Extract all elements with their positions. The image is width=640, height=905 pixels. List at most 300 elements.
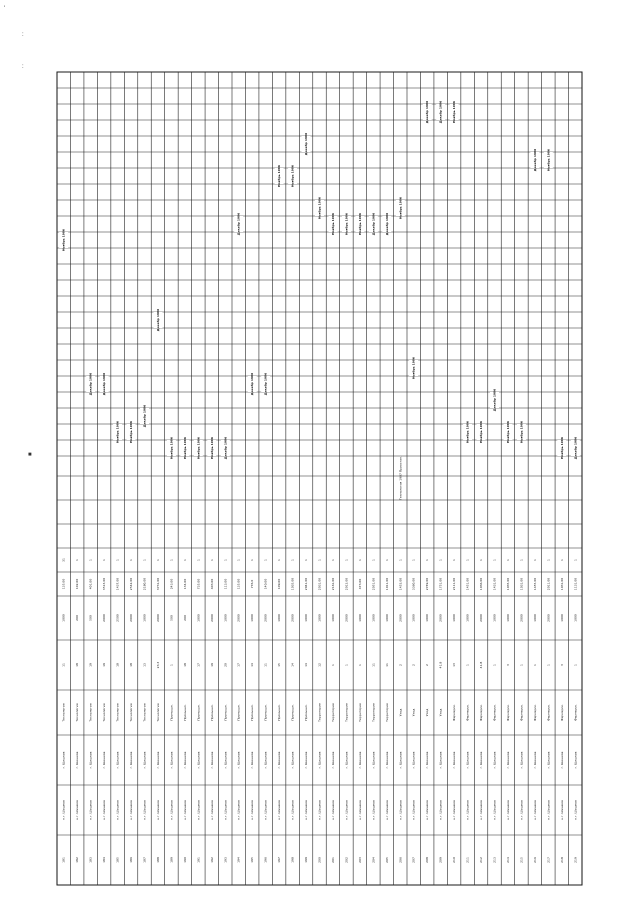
table-cell-place_1: н.г. Шишков — [344, 800, 349, 820]
table-cell-id_no: 208 — [425, 857, 430, 863]
table-cell-place_1: н.г. Шишков — [411, 800, 416, 820]
table-cell-col_a: 1 — [519, 664, 524, 666]
table-cell-col_d: 1 — [398, 559, 403, 561]
date-stamp-note — [207, 437, 216, 459]
table-cell-col_b: 1000 — [506, 614, 510, 622]
table-cell-place_1: н.г. Шишков — [142, 800, 147, 820]
table-cell-category: Промышл. — [196, 704, 201, 721]
table-cell-col_d: 1 — [317, 559, 322, 561]
table-cell-col_c: 2013,00 — [344, 577, 349, 591]
table-cell-category: Территория — [331, 703, 335, 722]
table-cell-col_d: 1 — [263, 559, 268, 561]
table-cell-col_d: 1 — [236, 559, 241, 561]
table-cell-col_b: 1000 — [559, 614, 564, 622]
table-cell-place_2: г. Шишков — [546, 751, 551, 769]
table-cell-col_b: 2000 — [129, 614, 133, 622]
table-cell-category: Фермерск. — [452, 704, 457, 721]
date-stamp-note — [436, 101, 445, 123]
table-cell-col_b: 1000 — [317, 614, 322, 622]
table-cell-place_1: н.г. Шишков — [169, 800, 174, 820]
table-cell-place_1: н.г. Шишков — [75, 800, 80, 820]
svg-text:Ноябрь 1986: Ноябрь 1986 — [559, 436, 564, 460]
table-cell-category: Промышл. — [304, 704, 308, 721]
table-cell-col_c: 1031,00 — [559, 577, 564, 591]
table-cell-col_d: 1 — [532, 559, 537, 561]
table-cell-col_a: 13 — [452, 663, 457, 667]
table-cell-col_c: 243,00 — [169, 578, 174, 590]
table-cell-col_c: 401,00 — [88, 578, 93, 590]
table-cell-id_no: 196 — [263, 857, 268, 863]
table-cell-place_1: н.г. Шишков — [277, 800, 282, 820]
table-cell-category: Фермерск. — [559, 704, 564, 721]
table-cell-col_b: 2000 — [546, 614, 551, 622]
table-cell-col_b: 1000 — [250, 614, 255, 622]
table-cell-col_b: 200 — [182, 615, 187, 621]
table-cell-col_c: 135,00 — [61, 578, 66, 590]
svg-text:Ноябрь 1986: Ноябрь 1986 — [277, 164, 282, 188]
svg-text:Ноябрь 1986: Ноябрь 1986 — [209, 436, 214, 460]
table-cell-col_a: 41,8 — [479, 661, 483, 669]
table-cell-place_2: г. Шишков — [88, 751, 93, 769]
table-cell-category: Фермерск. — [506, 704, 510, 721]
table-cell-category: Промышл. — [290, 704, 295, 721]
table-cell-place_1: н.г. Шишков — [304, 800, 308, 820]
table-cell-place_2: г. Шишков — [129, 751, 133, 769]
table-cell-col_c: 2041,00 — [304, 577, 308, 591]
table-cell-place_2: г. Шишков — [236, 751, 241, 769]
table-cell-col_c: 2542,00 — [129, 577, 133, 591]
table-cell-category: Фермерск. — [573, 704, 578, 721]
table-cell-category: Уход — [425, 708, 430, 717]
svg-text:Ноябрь 1986: Ноябрь 1986 — [519, 420, 524, 444]
table-cell-col_b: 1000 — [573, 614, 578, 622]
table-cell-col_b: 2500 — [115, 614, 120, 622]
table-cell-place_2: г. Шишков — [452, 751, 457, 769]
table-cell-id_no: 194 — [236, 857, 241, 863]
svg-text:Декабр 1986: Декабр 1986 — [250, 372, 255, 396]
table-cell-id_no: 211 — [465, 857, 470, 863]
date-stamp-note — [127, 421, 136, 443]
table-cell-place_2: г. Шишков — [371, 751, 376, 769]
date-stamp-note — [557, 437, 566, 459]
table-cell-category: Территория — [344, 703, 349, 722]
table-cell-id_no: 182 — [75, 857, 80, 863]
date-stamp-note — [530, 149, 539, 171]
table-cell-place_2: г. Шишков — [115, 751, 120, 769]
table-cell-col_a: 2 — [425, 664, 430, 666]
table-cell-place_1: н.г. Шишков — [546, 800, 551, 820]
date-stamp-note — [234, 213, 243, 235]
svg-text:Декабр 1986: Декабр 1986 — [438, 100, 443, 124]
table-cell-col_d: 1 — [304, 559, 308, 561]
date-stamp-note — [100, 373, 109, 395]
table-cell-col_a: 18 — [115, 663, 120, 667]
table-cell-col_a: 14 — [290, 663, 295, 667]
svg-text:Ноябрь 1986: Ноябрь 1986 — [465, 420, 470, 444]
table-cell-col_b: 1000 — [371, 614, 376, 622]
table-cell-category: Фермерск. — [546, 704, 551, 721]
svg-text:Ноябрь 1986: Ноябрь 1986 — [506, 420, 510, 444]
table-cell-place_1: н.г. Шишков — [182, 800, 187, 820]
table-cell-col_a: 18 — [75, 663, 80, 667]
table-cell-col_b: 1000 — [425, 614, 430, 622]
table-cell-col_d: 1 — [196, 559, 201, 561]
table-cell-place_1: н.г. Шишков — [250, 800, 255, 820]
table-cell-place_1: н.г. Шишков — [479, 800, 483, 820]
date-stamp-note — [140, 405, 149, 427]
svg-text:Декабр 1986: Декабр 1986 — [384, 212, 389, 236]
table-cell-col_d: 1 — [169, 559, 174, 561]
table-cell-id_no: 191 — [196, 857, 201, 863]
table-cell-place_2: г. Шишков — [492, 751, 497, 769]
table-cell-col_a: 15 — [277, 663, 282, 667]
table-cell-col_b: 1000 — [465, 614, 470, 622]
table-cell-col_d: 1 — [411, 559, 416, 561]
table-cell-id_no: 185 — [115, 857, 120, 863]
table-cell-place_2: г. Шишков — [209, 751, 214, 769]
table-cell-id_no: 204 — [371, 857, 376, 863]
table-cell-col_c: 1031,00 — [519, 577, 524, 591]
table-cell-place_2: г. Шишков — [169, 751, 174, 769]
table-cell-id_no: 217 — [546, 857, 551, 863]
table-cell-category: Территория — [317, 703, 322, 722]
table-cell-category: Промышл. — [236, 704, 241, 721]
table-cell-id_no: 216 — [532, 857, 537, 863]
table-cell-col_c: 2749,00 — [425, 577, 430, 591]
table-cell-col_d: 1 — [452, 559, 457, 561]
table-cell-place_2: г. Шишков — [290, 751, 295, 769]
table-cell-col_d: 1 — [344, 559, 349, 561]
date-stamp-note — [154, 309, 163, 331]
table-cell-place_1: н.г. Шишков — [357, 800, 362, 820]
table-cell-id_no: 184 — [102, 857, 107, 863]
date-stamp-note — [396, 197, 405, 219]
table-cell-col_d: 1 — [88, 559, 93, 561]
table-cell-category: Технология — [88, 703, 93, 722]
table-cell-col_d: 1 — [115, 559, 120, 561]
table-cell-col_c: 140,00 — [263, 578, 268, 590]
table-cell-col_c: 1451,00 — [465, 577, 470, 591]
table-cell-category: Технология — [61, 703, 66, 722]
date-stamp-note — [423, 101, 432, 123]
margin-mark-upper: : — [22, 32, 24, 38]
table-cell-col_a: 17 — [196, 663, 201, 667]
table-cell-col_d: 1 — [209, 559, 214, 561]
table-cell-place_2: г. Шишков — [559, 751, 564, 769]
table-cell-col_c: 1751,00 — [438, 577, 443, 591]
svg-text:Ноябрь 1986: Ноябрь 1986 — [115, 420, 120, 444]
table-cell-col_d: 1 — [479, 559, 483, 561]
table-cell-category: Промышл. — [169, 704, 174, 721]
table-cell-place_2: г. Шишков — [277, 751, 282, 769]
table-cell-id_no: 190 — [182, 857, 187, 863]
table-cell-col_c: 2051,00 — [371, 577, 376, 591]
table-cell-place_1: н.г. Шишков — [573, 800, 578, 820]
date-stamp-note — [167, 437, 176, 459]
table-cell-place_1: н.г. Шишков — [236, 800, 241, 820]
table-cell-category: Промышл. — [277, 704, 282, 721]
table-cell-category: Технология — [102, 703, 107, 722]
date-stamp-note — [86, 373, 95, 395]
table-cell-id_no: 219 — [573, 857, 578, 863]
svg-text:Ноябрь 1986: Ноябрь 1986 — [196, 436, 201, 460]
table-cell-col_c: 113,00 — [223, 578, 228, 590]
table-cell-place_1: н.г. Шишков — [196, 800, 201, 820]
table-cell-col_d: 1 — [519, 559, 524, 561]
table-cell-col_b: 2000 — [290, 614, 295, 622]
table-cell-id_no: 218 — [559, 857, 564, 863]
table-cell-col_a: 13 — [142, 663, 147, 667]
table-cell-col_a: 11 — [384, 663, 389, 667]
svg-text:Ноябрь 1986: Ноябрь 1986 — [344, 212, 349, 236]
table-cell-id_no: 183 — [88, 857, 93, 863]
table-cell-col_c: 1036,00 — [479, 577, 483, 591]
date-stamp-note — [409, 357, 418, 379]
date-stamp-note — [490, 389, 499, 411]
table-cell-col_b: 1000 — [196, 614, 201, 622]
table-cell-col_b: 1000 — [61, 614, 66, 622]
svg-text:Ноябрь 1986: Ноябрь 1986 — [169, 436, 174, 460]
table-cell-place_2: г. Шишков — [479, 751, 483, 769]
table-cell-col_d: 1 — [156, 559, 160, 561]
table-cell-col_a: 2 — [398, 664, 403, 666]
table-cell-col_c: 2011,00 — [546, 577, 551, 591]
svg-text:Ноябрь 1986: Ноябрь 1986 — [61, 228, 66, 252]
table-cell-category: Уход — [438, 708, 443, 717]
table-cell-col_d: 1 — [384, 559, 389, 561]
svg-text:Декабр 1986: Декабр 1986 — [223, 436, 228, 460]
table-cell-id_no: 206 — [398, 857, 403, 863]
table-cell-col_c: 1035,00 — [506, 577, 510, 591]
table-cell-col_b: 200 — [75, 615, 80, 621]
table-cell-place_2: г. Шишков — [357, 751, 362, 769]
table-cell-col_d: 1 — [465, 559, 470, 561]
table-cell-col_b: 1000 — [384, 614, 389, 622]
table-cell-category: Территория — [371, 703, 376, 722]
table-cell-place_1: н.г. Шишков — [532, 800, 537, 820]
table-cell-place_1: н.г. Шишков — [88, 800, 93, 820]
table-cell-col_d: 1 — [75, 559, 80, 561]
table-cell-col_a: 17 — [236, 663, 241, 667]
table-cell-col_c: 1431,00 — [492, 577, 497, 591]
table-cell-col_b: 1000 — [142, 614, 147, 622]
table-cell-place_1: н.г. Шишков — [129, 800, 133, 820]
date-stamp-note — [342, 213, 351, 235]
table-cell-col_d: 1 — [492, 559, 497, 561]
table-cell-col_b: 1000 — [452, 614, 457, 622]
table-cell-col_b: 1000 — [304, 614, 308, 622]
table-cell-place_2: г. Шишков — [331, 751, 335, 769]
date-stamp-note — [571, 437, 580, 459]
date-stamp-note — [275, 165, 284, 187]
table-cell-col_b: 2000 — [398, 614, 403, 622]
table-cell-id_no: 202 — [344, 857, 349, 863]
table-cell-id_no: 193 — [223, 857, 228, 863]
table-cell-col_a: 1 — [546, 664, 551, 666]
table-cell-id_no: 215 — [519, 857, 524, 863]
svg-text:Ноябрь 1986: Ноябрь 1986 — [411, 356, 416, 380]
table-cell-col_c: 109,00 — [277, 578, 282, 590]
date-stamp-note — [504, 421, 513, 443]
table-cell-col_b: 2000 — [156, 614, 160, 622]
table-cell-place_2: г. Шишков — [425, 751, 430, 769]
table-cell-place_1: н.г. Шишков — [223, 800, 228, 820]
svg-text:Ноябрь 1986: Ноябрь 1986 — [452, 100, 457, 124]
margin-mark-top: ' — [4, 6, 6, 12]
table-cell-col_b: 1000 — [277, 614, 282, 622]
table-cell-col_d: 1 — [546, 559, 551, 561]
table-cell-col_b: 500 — [88, 615, 93, 621]
table-cell-category: Фермерск. — [492, 704, 497, 721]
table-cell-col_a: 1 — [331, 664, 335, 666]
date-stamp-note — [261, 373, 270, 395]
table-cell-col_c: 1131,00 — [573, 577, 578, 591]
table-cell-id_no: 209 — [438, 857, 443, 863]
table-cell-place_1: н.г. Шишков — [559, 800, 564, 820]
table-cell-place_1: н.г. Шишков — [115, 800, 120, 820]
table-cell-col_a: 3 — [506, 664, 510, 666]
table-cell-col_a: 18 — [182, 663, 187, 667]
table-cell-col_d: 1 — [559, 559, 564, 561]
table-cell-id_no: 214 — [506, 857, 510, 863]
table-cell-col_c: 134,00 — [182, 578, 187, 590]
table-cell-place_1: н.г. Шишков — [317, 800, 322, 820]
table-cell-col_b: 1000 — [331, 614, 335, 622]
table-cell-place_1: н.г. Шишков — [384, 800, 389, 820]
date-stamp-note — [194, 437, 203, 459]
table-cell-col_d: 1 — [223, 559, 228, 561]
table-cell-col_c: 735,00 — [196, 578, 201, 590]
table-cell-place_1: н.г. Шишков — [102, 800, 107, 820]
table-cell-category: Промышл. — [250, 704, 255, 721]
table-cell-place_1: н.г. Шишков — [371, 800, 376, 820]
svg-text:Ноябрь 1986: Ноябрь 1986 — [331, 212, 335, 236]
table-cell-id_no: 201 — [331, 857, 335, 863]
margin-mark-middle: : — [22, 64, 24, 70]
date-stamp-note — [477, 421, 486, 443]
table-cell-place_2: г. Шишков — [317, 751, 322, 769]
table-cell-place_2: г. Шишков — [506, 751, 510, 769]
table-cell-col_b: 1000 — [411, 614, 416, 622]
svg-text:Декабр 1986: Декабр 1986 — [573, 436, 578, 460]
table-cell-place_2: г. Шишков — [156, 751, 160, 769]
table-cell-place_1: н.г. Шишков — [492, 800, 497, 820]
table-cell-place_2: г. Шишков — [344, 751, 349, 769]
table-cell-place_2: г. Шишков — [142, 751, 147, 769]
table-cell-place_2: г. Шишков — [196, 751, 201, 769]
table-cell-col_d: 1 — [290, 559, 295, 561]
margin-mark-lower: ■ — [28, 452, 32, 458]
svg-text:Декабр 1986: Декабр 1986 — [425, 100, 430, 124]
table-cell-place_2: г. Шишков — [411, 751, 416, 769]
svg-text:Ноябрь 1986: Ноябрь 1986 — [290, 164, 295, 188]
table-cell-col_d: 1 — [250, 559, 255, 561]
table-cell-col_a: 1 — [344, 664, 349, 666]
table-cell-place_1: н.г. Шишков — [290, 800, 295, 820]
svg-text:Декабр 1986: Декабр 1986 — [236, 212, 241, 236]
table-cell-col_b: 2000 — [263, 614, 268, 622]
table-cell-id_no: 200 — [317, 857, 322, 863]
table-cell-place_1: н.г. Шишков — [506, 800, 510, 820]
table-cell-category: Технология — [75, 703, 80, 722]
table-cell-place_1: н.г. Шишков — [398, 800, 403, 820]
table-cell-category: Промышл. — [209, 704, 214, 721]
table-cell-col_a: 1 — [573, 664, 578, 666]
svg-text:Декабр 1986: Декабр 1986 — [102, 372, 107, 396]
table-cell-col_c: 2111,00 — [452, 577, 457, 591]
table-cell-place_2: г. Шишков — [61, 751, 66, 769]
table-cell-col_c: 2031,00 — [317, 577, 322, 591]
svg-text:Ноябрь 1986: Ноябрь 1986 — [317, 196, 322, 220]
table-cell-col_a: 1 — [492, 664, 497, 666]
table-cell-place_2: г. Шишков — [250, 751, 255, 769]
date-stamp-note — [369, 213, 378, 235]
svg-text:Ноябрь 1986: Ноябрь 1986 — [129, 420, 133, 444]
table-cell-col_c: 3360,00 — [411, 577, 416, 591]
table-cell-col_a: 23,3 — [156, 661, 160, 669]
table-cell-place_2: г. Шишков — [304, 751, 308, 769]
table-cell-col_c: 1453,00 — [398, 577, 403, 591]
table-cell-id_no: 181 — [61, 857, 66, 863]
date-stamp-note — [113, 421, 122, 443]
date-stamp-note — [450, 101, 459, 123]
table-cell-id_no: 186 — [129, 857, 133, 863]
table-cell-id_no: 187 — [142, 857, 147, 863]
table-cell-place_2: г. Шишков — [573, 751, 578, 769]
table-cell-category: Технология — [129, 703, 133, 722]
table-cell-col_c: 1455,00 — [532, 577, 537, 591]
table-cell-category: Технология — [156, 703, 160, 722]
table-cell-col_b: 1000 — [357, 614, 362, 622]
table-cell-col_c: 1437,00 — [115, 577, 120, 591]
table-cell-id_no: 197 — [277, 857, 282, 863]
table-cell-col_b: 2000 — [479, 614, 483, 622]
table-cell-col_a: 19 — [88, 663, 93, 667]
table-cell-col_b: 2000 — [438, 614, 443, 622]
table-cell-category: Уход — [398, 708, 403, 717]
table-cell-id_no: 207 — [411, 857, 416, 863]
date-stamp-note — [355, 213, 364, 235]
table-cell-id_no: 188 — [156, 857, 160, 863]
table-cell-place_1: н.г. Шишков — [331, 800, 335, 820]
svg-text:Ноябрь 1986: Ноябрь 1986 — [398, 196, 403, 220]
table-cell-id_no: 210 — [452, 857, 457, 863]
table-cell-id_no: 199 — [304, 857, 308, 863]
table-cell-col_c: 2180,00 — [142, 577, 147, 591]
table-cell-place_1: н.г. Шишков — [61, 800, 66, 820]
date-stamp-note — [517, 421, 526, 443]
table-cell-col_c: 3513,00 — [102, 577, 107, 591]
table-cell-place_2: г. Шишков — [384, 751, 389, 769]
table-cell-id_no: 203 — [357, 857, 362, 863]
table-cell-id_no: 212 — [479, 857, 483, 863]
table-cell-id_no: 205 — [384, 857, 389, 863]
table-cell-col_a: 11 — [61, 663, 66, 667]
table-cell-col_b: 1000 — [223, 614, 228, 622]
table-cell-col_c: 2161,00 — [331, 577, 335, 591]
date-stamp-note — [248, 373, 257, 395]
table-cell-col_c: 135,00 — [236, 578, 241, 590]
table-cell-category: Технология — [115, 703, 120, 722]
table-cell-col_d: 1 — [129, 559, 133, 561]
table-cell-col_a: 1 — [169, 664, 174, 666]
table-cell-place_1: н.г. Шишков — [156, 800, 160, 820]
table-cell-col_b: 2000 — [209, 614, 214, 622]
table-cell-col_c: 1011,00 — [384, 577, 389, 591]
table-cell-category: Фермерск. — [465, 704, 470, 721]
table-cell-place_2: г. Шишков — [75, 751, 80, 769]
table-cell-id_no: 195 — [250, 857, 255, 863]
